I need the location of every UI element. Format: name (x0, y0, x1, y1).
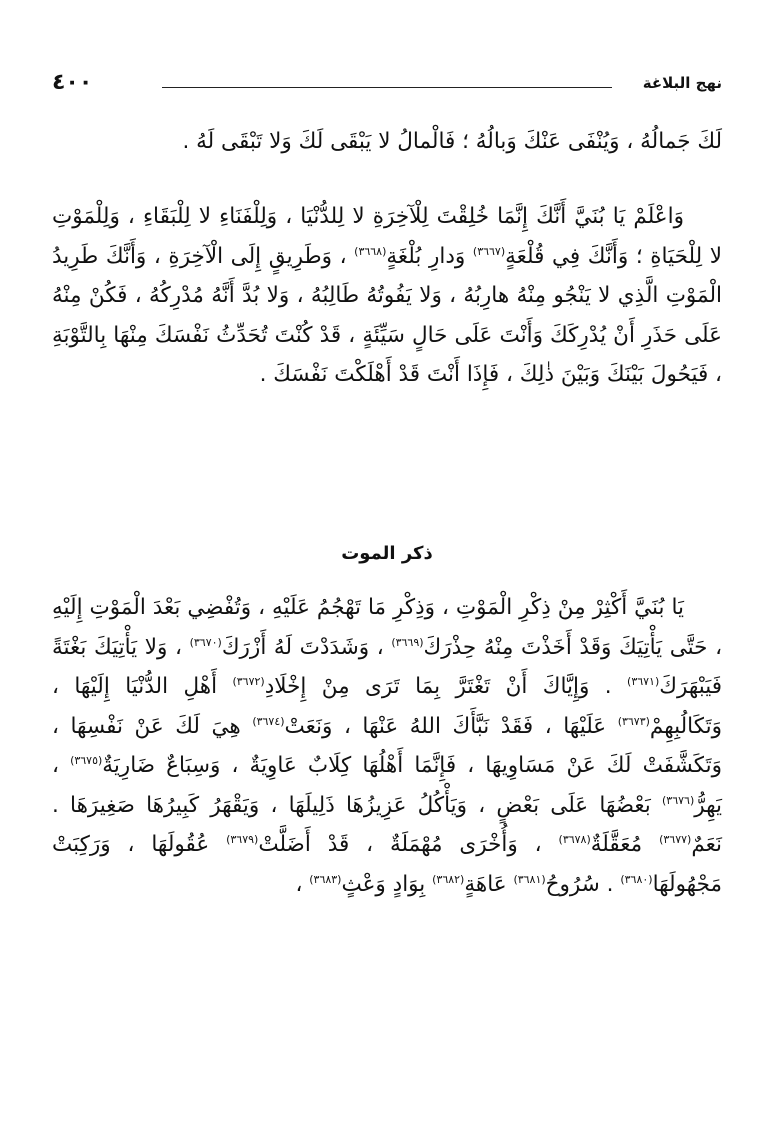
text-run: ، يَهِرُّ (52, 753, 722, 818)
paragraph-2 (52, 197, 722, 395)
footnote-marker: (٣٦٦٩) (391, 635, 424, 649)
text-run: ، وَلا يَأْتِيَكَ بَغْتَةً فَيَبْهَرَكَ (52, 634, 722, 699)
text-run: عُقُولَهَا ، وَرَكِبَتْ مَجْهُولَهَا (52, 832, 722, 897)
paragraph-1: لَكَ جَمالُهُ ، وَيُنْفَى عَنْكَ وَبالُهُ ؛ فَالْمالُ لا يَبْقَى لَكَ وَلا تَبْقَى لَهُ . (182, 129, 722, 154)
footnote-marker: (٣٦٧٠) (189, 635, 222, 649)
text-run: وَدارِ بُلْغَةٍ (386, 243, 473, 269)
footnote-marker: (٣٦٧٦) (662, 793, 695, 807)
footnote-marker: (٣٦٧٥) (70, 753, 103, 767)
page-number: ٤٠٠ (52, 70, 93, 95)
text-run: . سُرُوحُ (545, 871, 621, 897)
footnote-marker: (٣٦٦٨) (354, 244, 387, 258)
footnote-marker: (٣٦٧٣) (617, 714, 650, 728)
text-run: مُعَقَّلَةٌ (590, 832, 660, 857)
text-run: ، وَشَدَدْتَ لَهُ أَزْرَكَ (221, 634, 392, 660)
footnote-marker: (٣٦٨٠) (620, 872, 653, 886)
text-run: يَا بُنَيَّ أَكْثِرْ مِنْ ذِكْرِ الْمَوْتِ ، وَذِكْرِ مَا تَهْجُمُ عَلَيْهِ ، وَتُفْضِي بَعْدَ الْمَوْتِ إِلَيْهِ ، حَتَّى يَأْتِيَكَ وَقَدْ أَخَذْتَ مِنْهُ حِذْرَكَ (52, 595, 723, 660)
text-run: ، وَطَرِيقٍ إِلَى الْآخِرَةِ ، وَأَنَّكَ طَرِيدُ الْمَوْتِ الَّذِي لا يَنْجُو مِنْهُ هارِبُهُ ، وَلا يَفُوتُهُ طَالِبُهُ ، وَلا بُدَّ أَنَّهُ مُدْرِكُهُ ، فَكُنْ مِنْهُ عَلَى حَذَرِ أَنْ يُدْرِكَكَ وَأَنْتَ عَلَى حَالٍ سَيِّئَةٍ ، قَدْ كُنْتَ تُحَدِّثُ نَفْسَكَ مِنْهَا بِالتَّوْبَةِ ، فَيَحُولَ بَيْنَكَ وَبَيْنَ ذٰلِكَ ، فَإِذَا أَنْتَ قَدْ أَهْلَكْتَ نَفْسَكَ . (52, 243, 722, 387)
footnote-marker: (٣٦٨٣) (309, 872, 342, 886)
footnote-marker: (٣٦٧٨) (558, 832, 591, 846)
paragraph-3 (52, 588, 722, 904)
text-run: أَهْلِ الدُّنْيَا إِلَيْهَا ، وَتَكَالُبِهِمْ (52, 674, 722, 739)
text-run: بِوَادٍ وَعْثٍ (341, 871, 433, 897)
text-run: بَعْضُهَا عَلَى بَعْضٍ ، وَيَأْكُلُ عَزِيزُهَا ذَلِيلَهَا ، وَيَقْهَرُ كَبِيرُهَا صَغِيرَهَا . نَعَمٌ (52, 792, 722, 857)
footnote-marker: (٣٦٦٧) (472, 244, 506, 258)
footnote-marker: (٣٦٨١) (513, 872, 546, 886)
text-run: عَاهَةٍ (464, 871, 514, 897)
text-run: ، وَأُخْرَى مُهْمَلَةٌ ، قَدْ أَضَلَّتْ (258, 832, 559, 857)
text-run: ، (295, 871, 310, 897)
text-run: هِيَ لَكَ عَنْ نَفْسِهَا ، وَتَكَشَّفَتْ لَكَ عَنْ مَسَاوِيهَا ، فَإِنَّمَا أَهْلُهَا كِلَابٌ عَاوِيَةٌ ، وَسِبَاعٌ ضَارِيَةٌ (52, 713, 722, 778)
text-run: . وَإِيَّاكَ أَنْ تَغْتَرَّ بِمَا تَرَى مِنْ إِخْلَادِ (264, 674, 628, 699)
text-run: وَاعْلَمْ يَا بُنَيَّ أَنَّكَ إِنَّمَا خُلِقْتَ لِلْآخِرَةِ لا لِلدُّنْيَا ، وَلِلْفَنَاءِ لا لِلْبَقَاءِ ، وَلِلْمَوْتِ لا لِلْحَيَاةِ ؛ وَأَنَّكَ فِي قُلْعَةٍ (52, 204, 723, 269)
footnote-marker: (٣٦٧٧) (659, 832, 692, 846)
text-run: عَلَيْهَا ، فَقَدْ نَبَّأَكَ اللهُ عَنْهَا ، وَنَعَتْ (284, 713, 618, 739)
footnote-marker: (٣٦٨٢) (432, 872, 465, 886)
running-header (52, 72, 722, 100)
footnote-marker: (٣٦٧٢) (232, 674, 265, 688)
footnote-marker: (٣٦٧١) (627, 674, 660, 688)
footnote-marker: (٣٦٧٩) (226, 832, 259, 846)
book-title: نهج البلاغة (642, 74, 722, 92)
header-rule (162, 87, 612, 88)
section-heading: ذكر الموت (341, 543, 433, 564)
footnote-marker: (٣٦٧٤) (252, 714, 285, 728)
